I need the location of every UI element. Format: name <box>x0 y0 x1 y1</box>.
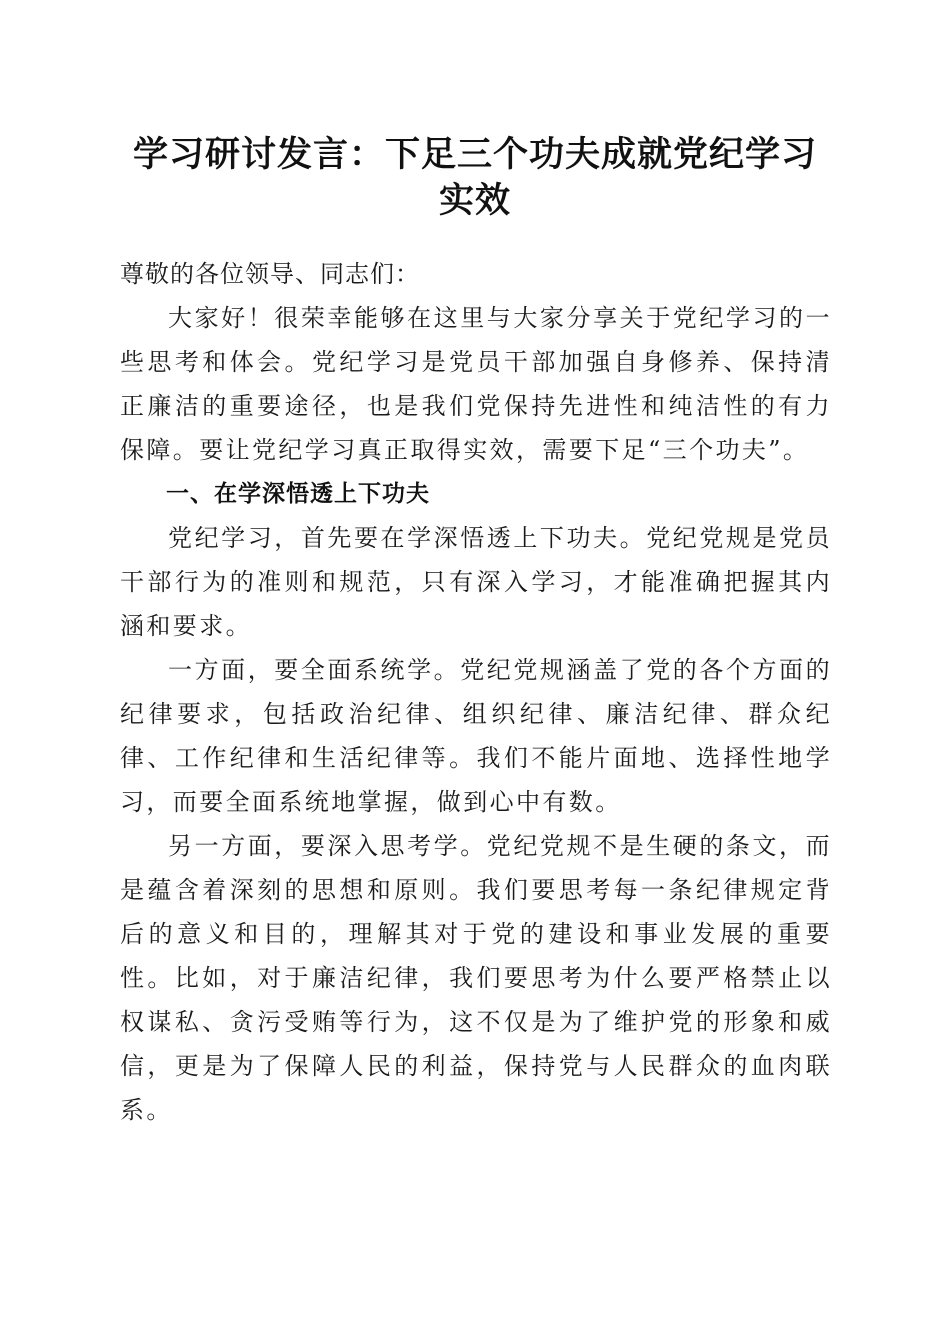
paragraph-intro: 大家好！很荣幸能够在这里与大家分享关于党纪学习的一些思考和体会。党纪学习是党员干部加强自身修养、保持清正廉洁的重要途径，也是我们党保持先进性和纯洁性的有力保障。要让党纪学习真正取得实效，需要下足“三个功夫”。 <box>120 304 832 464</box>
paragraph-section1-1: 党纪学习，首先要在学深悟透上下功夫。党纪党规是党员干部行为的准则和规范，只有深入学习，才能准确把握其内涵和要求。 <box>120 524 832 640</box>
paragraph-section1-2: 一方面，要全面系统学。党纪党规涵盖了党的各个方面的纪律要求，包括政治纪律、组织纪律、廉洁纪律、群众纪律、工作纪律和生活纪律等。我们不能片面地、选择性地学习，而要全面系统地掌握，做到心中有数。 <box>120 656 832 816</box>
document-body <box>120 252 832 1132</box>
paragraph-section1-3: 另一方面，要深入思考学。党纪党规不是生硬的条文，而是蕴含着深刻的思想和原则。我们要思考每一条纪律规定背后的意义和目的，理解其对于党的建设和事业发展的重要性。比如，对于廉洁纪律，我们要思考为什么要严格禁止以权谋私、贪污受贿等行为，这不仅是为了维护党的形象和威信，更是为了保障人民的利益，保持党与人民群众的血肉联系。 <box>120 832 832 1124</box>
section-heading-1: 一、在学深悟透上下功夫 <box>166 481 430 507</box>
document-title: 学习研讨发言：下足三个功夫成就党纪学习实效 <box>132 134 817 221</box>
salutation: 尊敬的各位领导、同志们： <box>120 260 420 288</box>
